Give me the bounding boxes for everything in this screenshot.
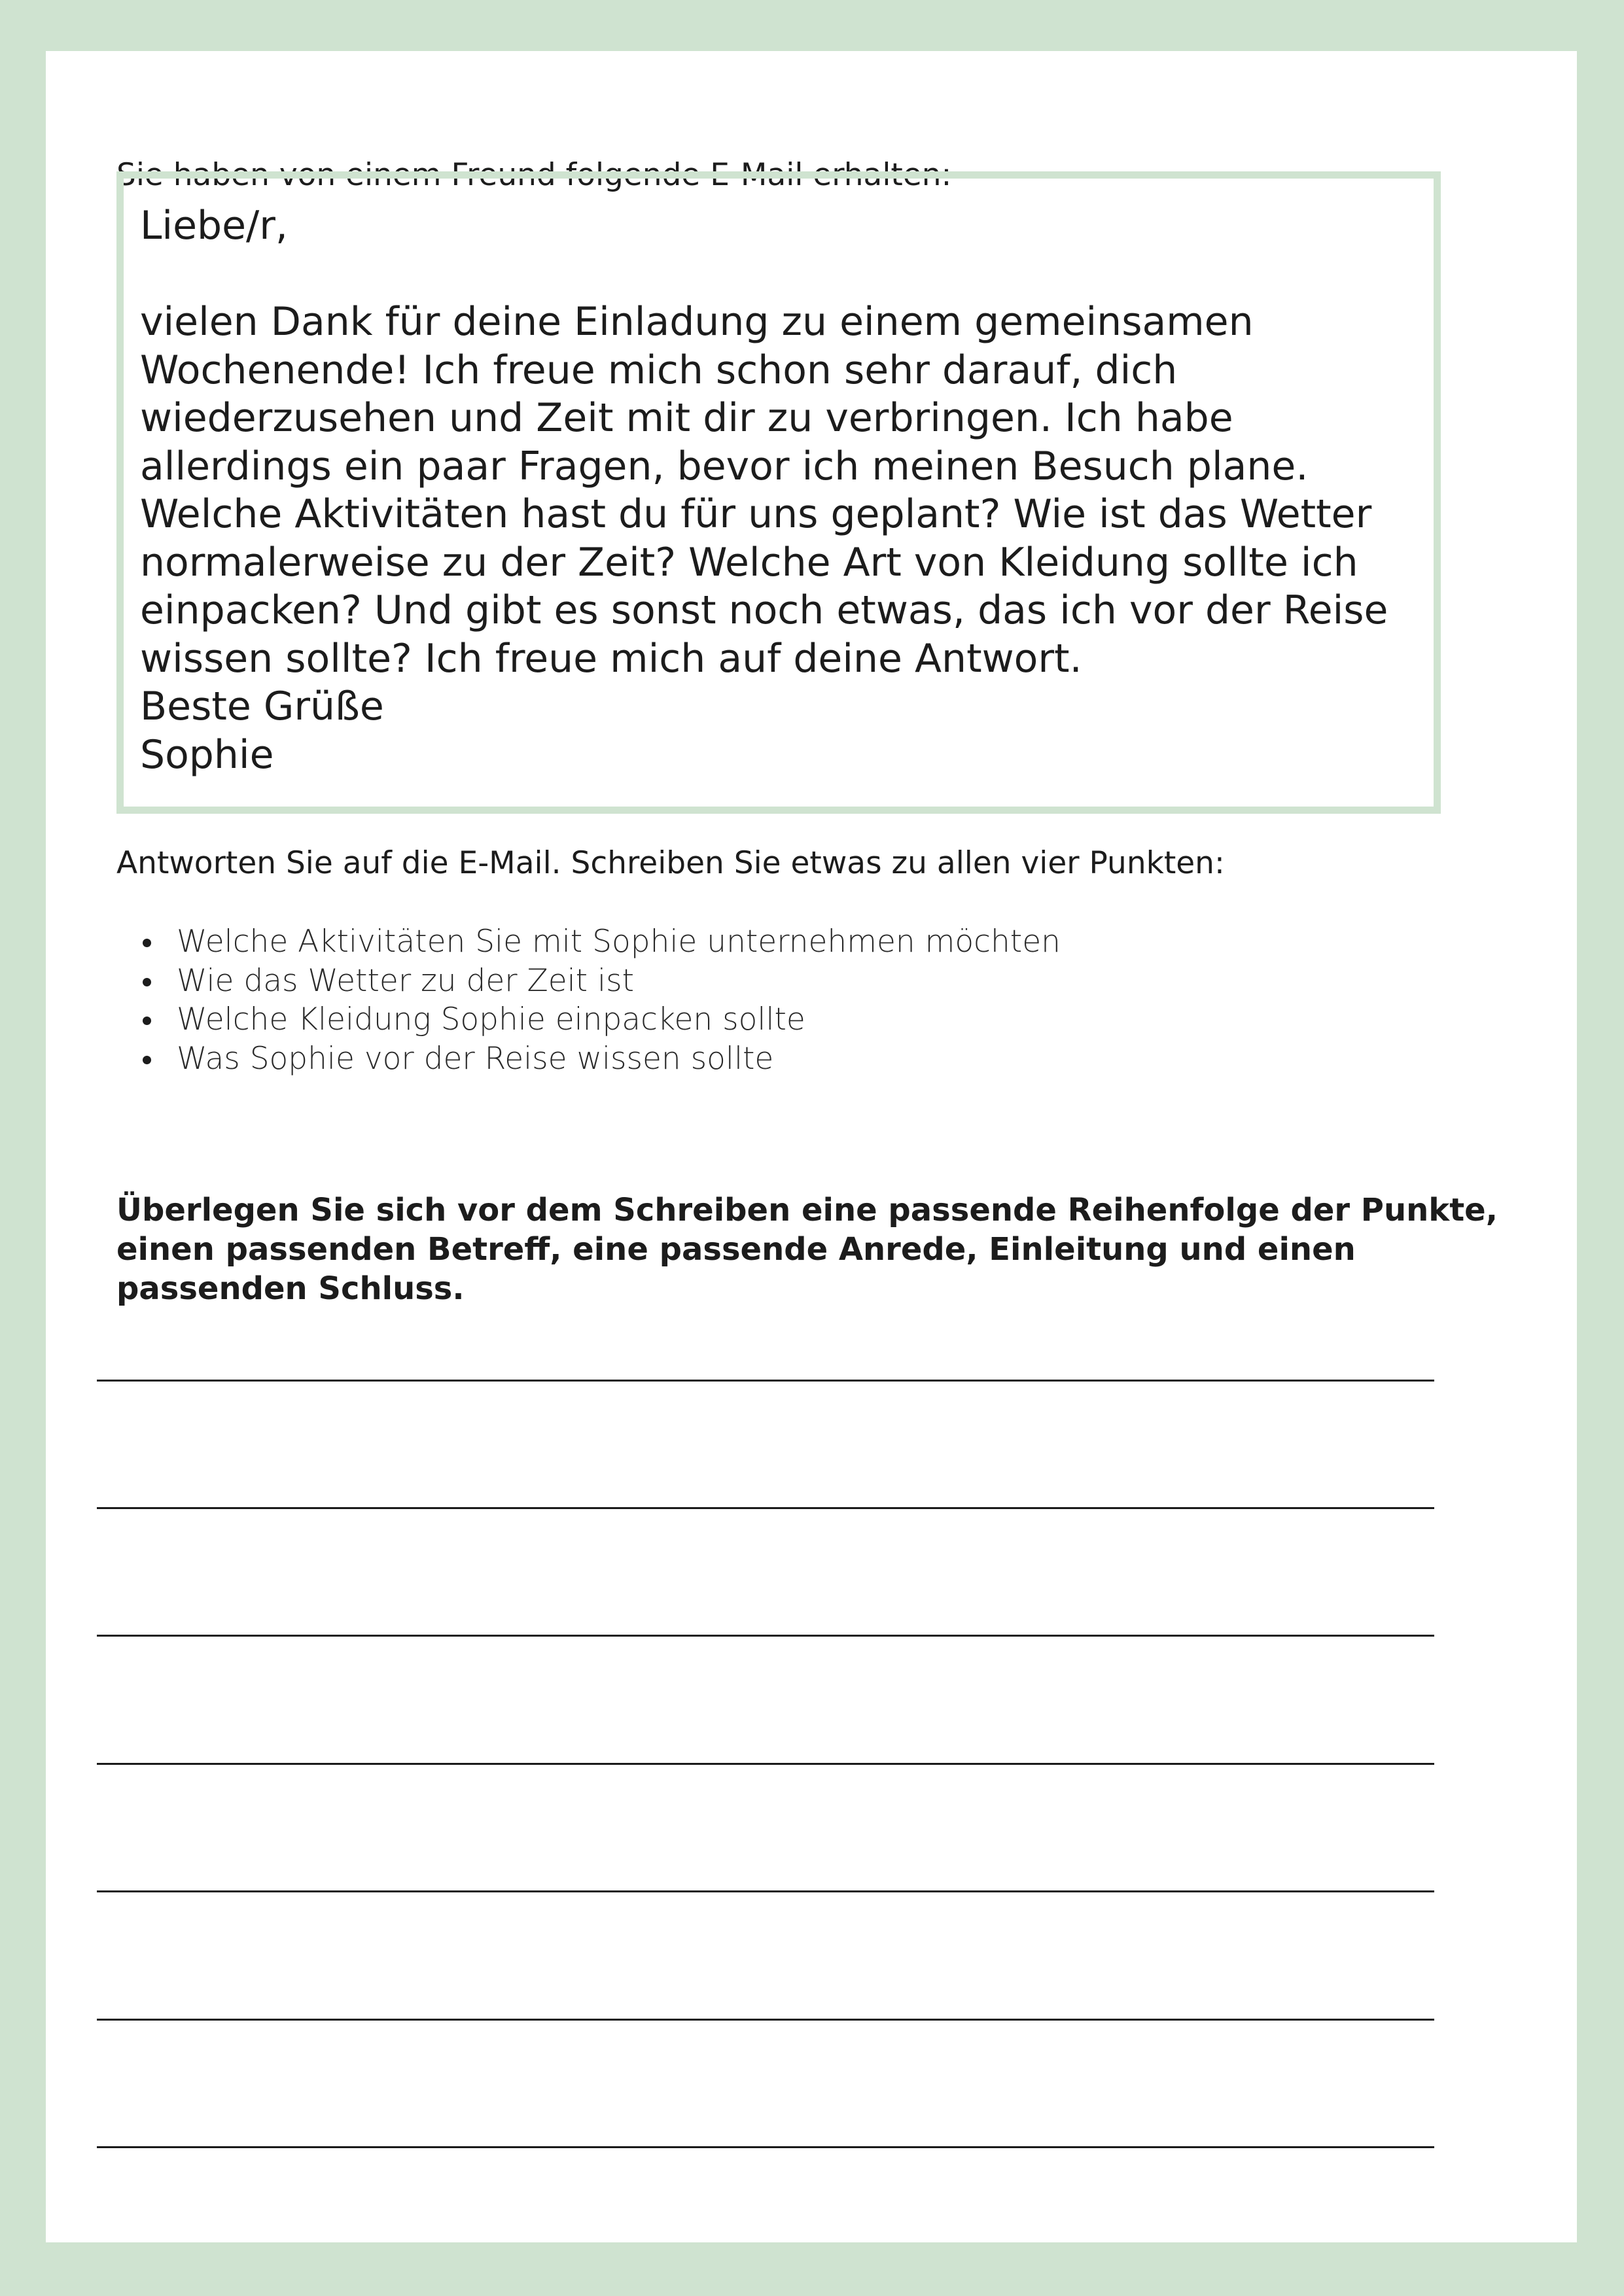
list-item — [177, 922, 1061, 962]
email-body-line: wissen sollte? Ich freue mich auf deine Antwort. — [140, 635, 1082, 682]
writing-line[interactable] — [97, 1507, 1434, 1509]
instruction-text: Antworten Sie auf die E-Mail. Schreiben Sie etwas zu allen vier Punkten: — [116, 845, 1225, 881]
bullet-icon — [143, 978, 151, 986]
bullet-icon — [143, 939, 151, 947]
point-text: Was Sophie vor der Reise wissen sollte — [177, 1040, 774, 1077]
email-body-line: einpacken? Und gibt es sonst noch etwas, das ich vor der Reise — [140, 587, 1388, 633]
writing-line[interactable] — [97, 2019, 1434, 2021]
bullet-icon — [143, 1056, 151, 1064]
writing-instruction-note: Überlegen Sie sich vor dem Schreiben eine passende Reihenfolge der Punkte, einen passenden Betreff, eine passende Anrede, Einleitung und einen passenden Schluss. — [116, 1192, 1498, 1307]
list-item — [177, 1039, 1061, 1079]
email-body-line: wiederzusehen und Zeit mit dir zu verbringen. Ich habe — [140, 395, 1233, 441]
writing-line[interactable] — [97, 2146, 1434, 2148]
email-body-line: allerdings ein paar Fragen, bevor ich meinen Besuch plane. — [140, 443, 1309, 489]
email-box — [116, 171, 1441, 814]
writing-line[interactable] — [97, 1380, 1434, 1382]
point-text: Wie das Wetter zu der Zeit ist — [177, 962, 635, 999]
email-greeting: Liebe/r, — [140, 203, 288, 249]
writing-line[interactable] — [97, 1763, 1434, 1765]
email-body-line: normalerweise zu der Zeit? Welche Art von Kleidung sollte ich — [140, 539, 1358, 585]
list-item — [177, 1000, 1061, 1039]
email-signature: Sophie — [140, 731, 274, 778]
bullet-icon — [143, 1017, 151, 1025]
list-item — [177, 962, 1061, 1001]
writing-line[interactable] — [97, 1635, 1434, 1637]
point-text: Welche Kleidung Sophie einpacken sollte — [177, 1001, 805, 1037]
writing-line[interactable] — [97, 1890, 1434, 1892]
point-text: Welche Aktivitäten Sie mit Sophie unternehmen möchten — [177, 924, 1061, 960]
email-body-line: vielen Dank für deine Einladung zu einem gemeinsamen — [140, 299, 1254, 345]
points-list — [116, 922, 1061, 1078]
intro-text: Sie haben von einem Freund folgende E-Mail erhalten: — [116, 157, 952, 193]
email-closing: Beste Grüße — [140, 684, 384, 729]
email-body-line: Wochenende! Ich freue mich schon sehr darauf, dich — [140, 347, 1178, 393]
email-body-line: Welche Aktivitäten hast du für uns geplant? Wie ist das Wetter — [140, 491, 1372, 537]
